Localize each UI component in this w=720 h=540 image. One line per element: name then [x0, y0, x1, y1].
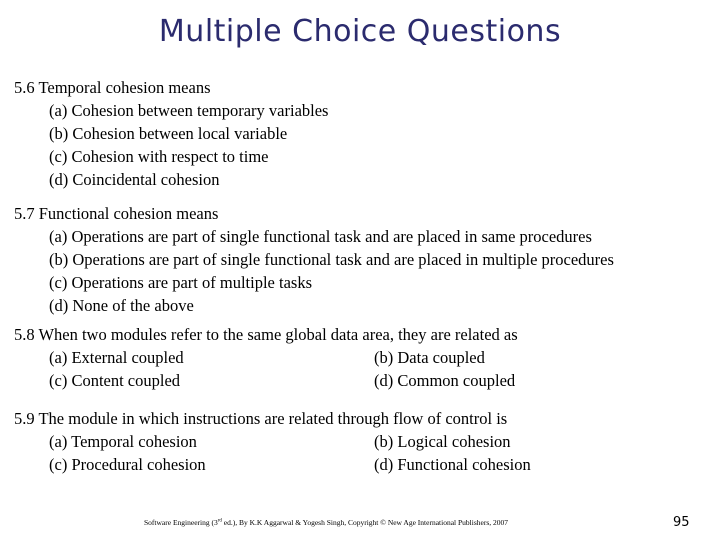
option-5-9-b: (b) Logical cohesion — [374, 432, 511, 451]
option-5-9-c: (c) Procedural cohesion — [49, 455, 206, 474]
option-5-8-a: (a) External coupled — [49, 348, 184, 367]
option-5-8-c: (c) Content coupled — [49, 371, 181, 390]
option-5-9-a: (a) Temporal cohesion — [49, 432, 197, 451]
option-5-6-a: (a) Cohesion between temporary variables — [49, 101, 329, 120]
option-5-6-b: (b) Cohesion between local variable — [49, 124, 288, 143]
option-5-6-c: (c) Cohesion with respect to time — [49, 147, 269, 166]
option-5-9-d: (d) Functional cohesion — [374, 455, 531, 474]
option-5-7-a: (a) Operations are part of single functional task and are placed in same procedures — [49, 227, 592, 246]
question-5-6: 5.6 Temporal cohesion means — [14, 78, 211, 97]
question-5-9: 5.9 The module in which instructions are related through flow of control is — [14, 409, 508, 428]
option-5-7-d: (d) None of the above — [49, 296, 194, 315]
option-5-7-c: (c) Operations are part of multiple tasks — [49, 273, 312, 292]
footer-text-post: ed.), By K.K Aggarwal & Yogesh Singh, Copyright © New Age International Publishers, 2007 — [221, 518, 509, 527]
page-title: Multiple Choice Questions — [158, 14, 562, 49]
page-number: 95 — [673, 515, 690, 530]
footer-text-pre: Software Engineering (3 — [144, 518, 218, 527]
footer-superscript: rd — [217, 518, 222, 524]
footer-citation — [144, 518, 508, 527]
question-5-8: 5.8 When two modules refer to the same global data area, they are related as — [14, 325, 518, 344]
option-5-6-d: (d) Coincidental cohesion — [49, 170, 220, 189]
option-5-7-b: (b) Operations are part of single functional task and are placed in multiple procedures — [49, 250, 614, 269]
option-5-8-d: (d) Common coupled — [374, 371, 516, 390]
option-5-8-b: (b) Data coupled — [374, 348, 485, 367]
question-5-7: 5.7 Functional cohesion means — [14, 204, 219, 223]
